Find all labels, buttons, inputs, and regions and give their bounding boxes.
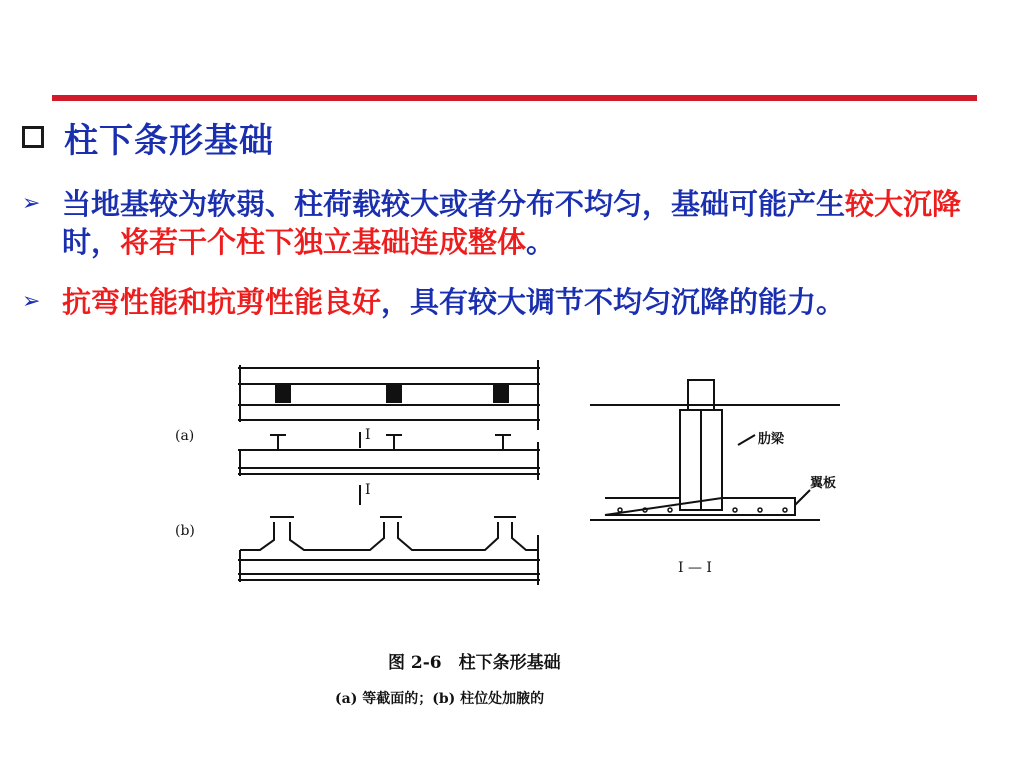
- arrow-bullet-icon: ➢: [22, 289, 41, 314]
- bullet-2: [22, 283, 987, 321]
- elevation-a: [238, 432, 540, 505]
- slide-title: 柱下条形基础: [64, 120, 274, 161]
- section-mark-top: I: [365, 427, 371, 443]
- title-row: [22, 115, 274, 159]
- bullet-1-part-4: 将若干个柱下独立基础连成整体: [120, 225, 527, 259]
- bullet-2-part-2: ，具有较大调节不均匀沉降的能力。: [381, 285, 846, 319]
- bullet-1-part-2: 较大沉降: [845, 187, 962, 221]
- bullet-1-part-3: 时，: [62, 225, 121, 259]
- bullet-2-text: [62, 283, 987, 321]
- label-b: (b): [175, 523, 195, 539]
- arrow-bullet-icon: ➢: [22, 191, 41, 216]
- section-I-I: [590, 380, 840, 520]
- bullet-1-text: [62, 185, 987, 261]
- section-label: I — I: [678, 560, 712, 576]
- square-bullet-icon: [22, 126, 44, 148]
- label-a: (a): [175, 428, 195, 444]
- section-mark-bottom: I: [365, 482, 371, 498]
- bullet-1-part-1: 当地基较为软弱、柱荷载较大或者分布不均匀，基础可能产生: [62, 187, 846, 221]
- elevation-b: [238, 517, 540, 585]
- bullet-2-part-1: 抗弯性能和抗剪性能良好: [62, 285, 382, 319]
- figure-caption: 图 2-6 柱下条形基础: [388, 653, 561, 673]
- label-wing-plate: 翼板: [810, 476, 837, 491]
- bullet-1: [22, 185, 987, 261]
- bullet-1-part-5: 。: [526, 225, 556, 259]
- foundation-figure: [150, 350, 850, 730]
- plan-view-a: [238, 360, 540, 430]
- label-rib-beam: 肋梁: [758, 432, 785, 447]
- figure-subcaption: (a) 等截面的；(b) 柱位处加腋的: [335, 691, 545, 707]
- foundation-drawing: [150, 350, 850, 730]
- title-divider: [52, 95, 977, 101]
